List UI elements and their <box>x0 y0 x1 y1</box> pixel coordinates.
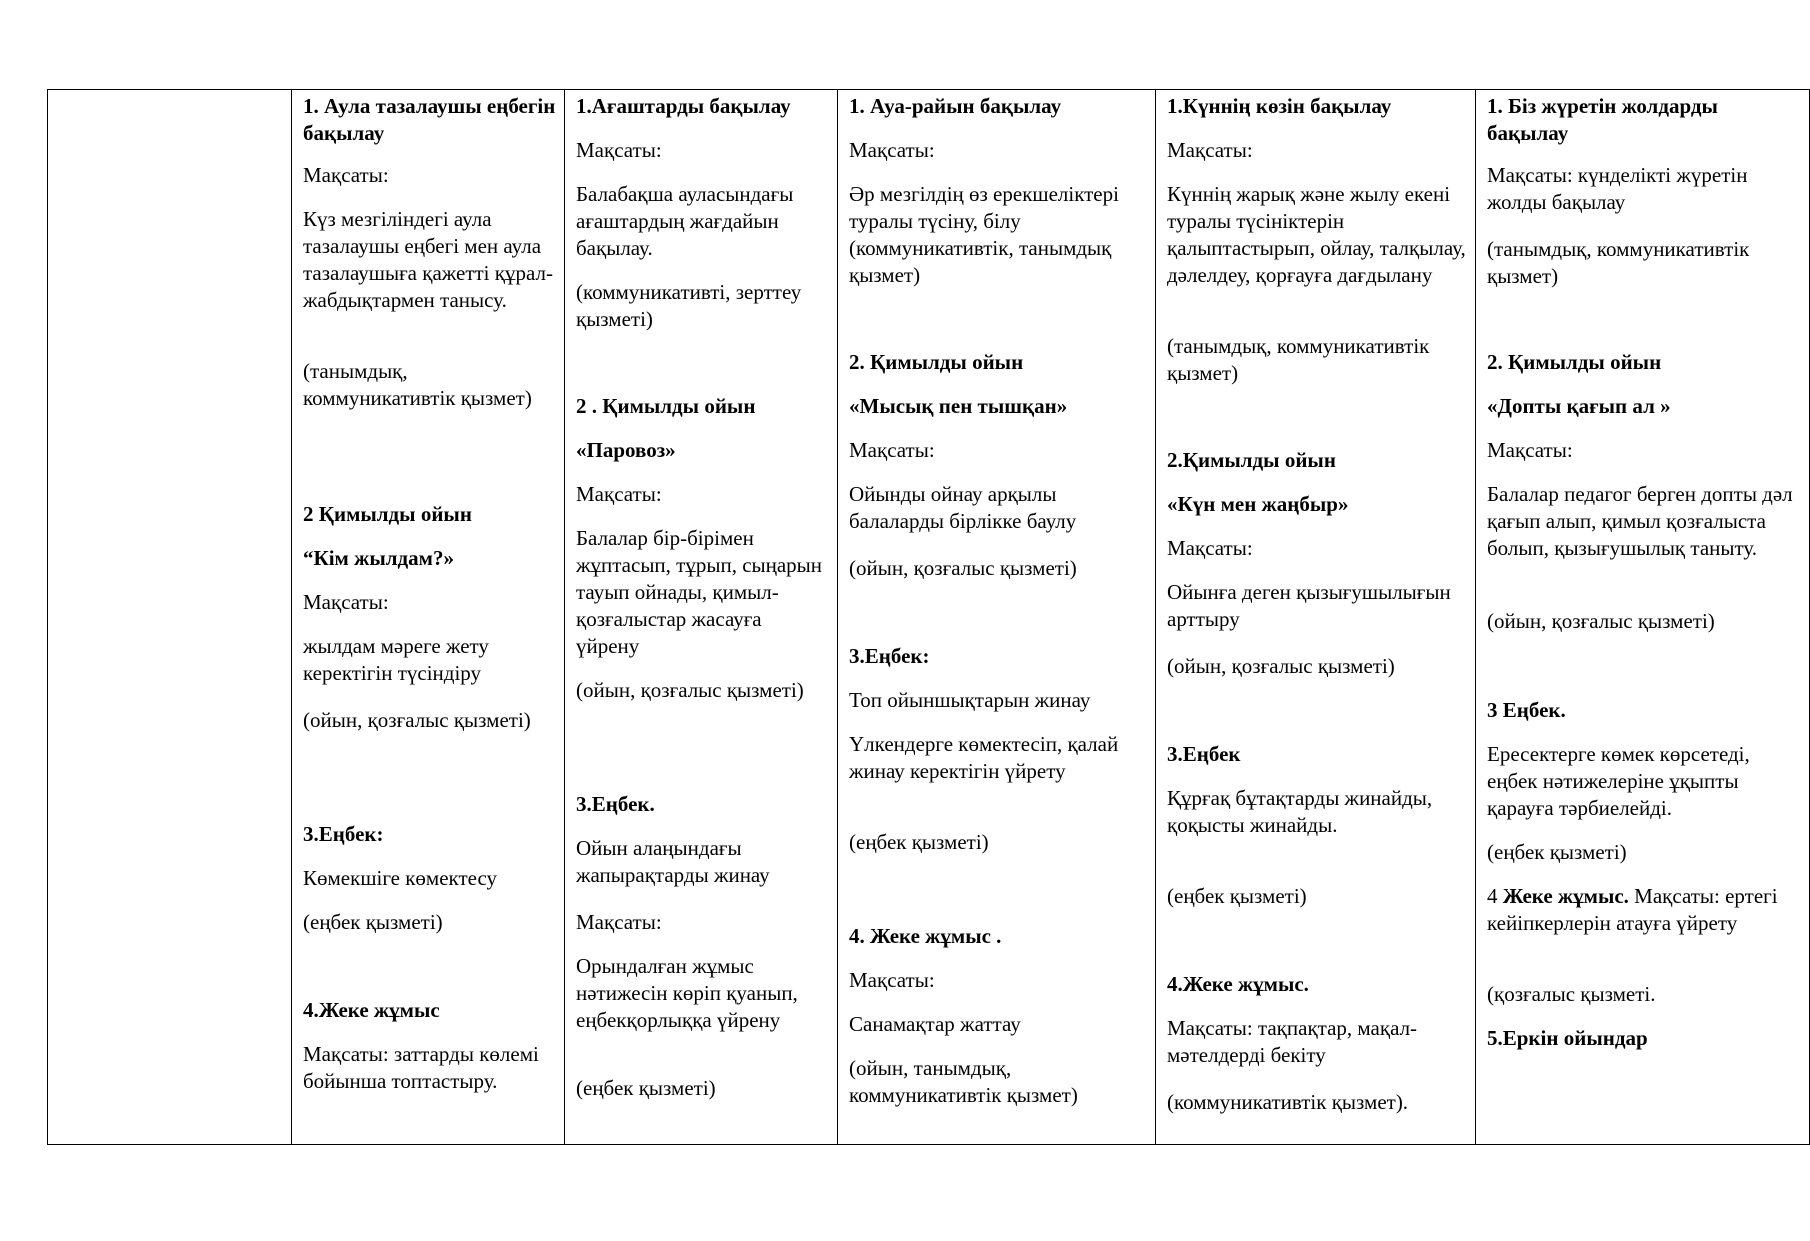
text-block: Санамақтар жаттау <box>849 1012 1021 1036</box>
text-block: Балабақша ауласындағы ағаштардың жағдайын бақылау. <box>576 182 794 260</box>
text-block: Ойын алаңындағы жапырақтарды жинау <box>576 836 770 887</box>
column-cell <box>1476 90 1810 1145</box>
text-block: 4.Жеке жұмыс. <box>1167 972 1309 996</box>
column-cell <box>565 90 838 1145</box>
text-block: 1. Біз жүретін жолдарды бақылау <box>1487 94 1718 145</box>
text-block: жылдам мәреге жету керектігін түсіндіру <box>303 634 489 685</box>
text-block: Мақсаты: <box>576 138 662 162</box>
text-block: Мақсаты: <box>849 438 935 462</box>
text-block: (танымдық, коммуникативтік қызмет) <box>1487 237 1750 288</box>
text-block: Мақсаты: <box>1167 536 1253 560</box>
text-block: 4.Жеке жұмыс <box>303 998 440 1022</box>
text-block: «Күн мен жаңбыр» <box>1167 492 1349 516</box>
text-block: Топ ойыншықтарын жинау <box>849 688 1091 712</box>
text-block: 2.Қимылды ойын <box>1167 448 1336 472</box>
text-block: (коммуникативтік қызмет). <box>1167 1090 1409 1114</box>
text-block: (ойын, танымдық, коммуникативтік қызмет) <box>849 1056 1078 1107</box>
text-block: Мақсаты: заттарды көлемі бойынша топтастыру. <box>303 1042 539 1093</box>
text-block: Балалар педагог берген допты дәл қағып алып, қимыл қозғалыста болып, қызығушылық таныту. <box>1487 482 1793 560</box>
text-block: (қозғалыс қызметі. <box>1487 982 1656 1006</box>
table-row <box>48 90 1810 1145</box>
text-block: Мақсаты: <box>849 138 935 162</box>
text-block: Мақсаты: <box>1487 438 1573 462</box>
text-block: (коммуникативті, зерттеу қызметі) <box>576 280 802 331</box>
text-block: «Мысық пен тышқан» <box>849 394 1068 418</box>
text-block: 2 Қимылды ойын <box>303 502 472 526</box>
text-block: Құрғақ бұтақтарды жинайды, қоқысты жинайды. <box>1167 786 1433 837</box>
text-block: Әр мезгілдің өз ерекшеліктері туралы түсіну, білу (коммуникативтік, танымдық қызмет) <box>849 182 1119 287</box>
text-block: 3.Еңбек: <box>849 644 930 668</box>
text-block: (ойын, қозғалыс қызметі) <box>303 708 531 732</box>
text-block: Ойынға деген қызығушылығын арттыру <box>1167 580 1451 631</box>
text-block: (ойын, қозғалыс қызметі) <box>576 678 804 702</box>
text-block: Мақсаты: <box>1167 138 1253 162</box>
text-block: «Допты қағып ал » <box>1487 394 1671 418</box>
text-block <box>1487 883 1801 937</box>
text-block: 3 Еңбек. <box>1487 698 1566 722</box>
text-block: Мақсаты: тақпақтар, мақал-мәтелдерді бекіту <box>1167 1016 1418 1067</box>
text-block: (еңбек қызметі) <box>1487 840 1627 864</box>
text-block: 5.Еркін ойындар <box>1487 1026 1648 1050</box>
text-block: Орындалған жұмыс нәтижесін көріп қуанып, еңбекқорлыққа үйрену <box>576 954 798 1032</box>
text-block: «Паровоз» <box>576 438 676 462</box>
text-block: (еңбек қызметі) <box>576 1076 716 1100</box>
text-block: (еңбек қызметі) <box>303 910 443 934</box>
empty-label-cell <box>48 90 292 1145</box>
text-run: 4 <box>1487 884 1503 908</box>
text-block: 2. Қимылды ойын <box>1487 350 1662 374</box>
text-block: Мақсаты: <box>576 482 662 506</box>
column-cell <box>1156 90 1476 1145</box>
text-block: 2 . Қимылды ойын <box>576 394 756 418</box>
text-block: 1.Күннің көзін бақылау <box>1167 94 1392 118</box>
text-block: 3.Еңбек: <box>303 822 384 846</box>
activity-plan-table <box>47 89 1810 1145</box>
text-block: “Кім жылдам?» <box>303 546 454 570</box>
text-block: (ойын, қозғалыс қызметі) <box>1487 609 1715 633</box>
text-block: (еңбек қызметі) <box>849 830 989 854</box>
text-block: Мақсаты: <box>303 590 389 614</box>
text-block: (ойын, қозғалыс қызметі) <box>849 556 1077 580</box>
text-block: 1.Ағаштарды бақылау <box>576 94 791 118</box>
text-block: 3.Еңбек <box>1167 742 1241 766</box>
text-block: Ересектерге көмек көрсетеді, еңбек нәтижелеріне ұқыпты қарауға тәрбиелейді. <box>1487 742 1750 820</box>
text-block: Балалар бір-бірімен жұптасып, тұрып, сыңарын тауып ойнады, қимыл- қозғалыстар жасауға үйрену <box>576 526 823 658</box>
text-block: Күннің жарық және жылу екені туралы түсініктерін қалыптастырып, ойлау, талқылау, дәлелдеу, қорғауға дағдылану <box>1167 182 1466 287</box>
text-block: 4. Жеке жұмыс . <box>849 924 1002 948</box>
text-block: Мақсаты: <box>303 163 389 187</box>
text-block: Көмекшіге көмектесу <box>303 866 498 890</box>
text-block: (танымдық, коммуникативтік қызмет) <box>303 359 532 410</box>
text-run: Жеке жұмыс. <box>1502 884 1629 908</box>
text-block: Күз мезгіліндегі аула тазалаушы еңбегі мен аула тазалаушыға қажетті құрал-жабдықтармен танысу. <box>303 207 553 312</box>
column-cell <box>838 90 1156 1145</box>
text-block: Мақсаты: <box>849 968 935 992</box>
text-block: (ойын, қозғалыс қызметі) <box>1167 654 1395 678</box>
text-block: 1. Аула тазалаушы еңбегін бақылау <box>303 94 556 145</box>
text-block: 2. Қимылды ойын <box>849 350 1024 374</box>
text-block: Ойынды ойнау арқылы балаларды бірлікке баулу <box>849 482 1077 533</box>
text-block: Мақсаты: <box>576 910 662 934</box>
text-run: Мақсаты: ертегі кейіпкерлерін атауға үйрету <box>1487 884 1778 935</box>
text-block: 1. Ауа-райын бақылау <box>849 94 1062 118</box>
text-block: (танымдық, коммуникативтік қызмет) <box>1167 334 1430 385</box>
text-block: 3.Еңбек. <box>576 792 655 816</box>
text-block: Үлкендерге көмектесіп, қалай жинау керектігін үйрету <box>849 732 1119 783</box>
text-block: Мақсаты: күнделікті жүретін жолды бақылау <box>1487 163 1748 214</box>
text-block: (еңбек қызметі) <box>1167 884 1307 908</box>
column-cell <box>292 90 565 1145</box>
